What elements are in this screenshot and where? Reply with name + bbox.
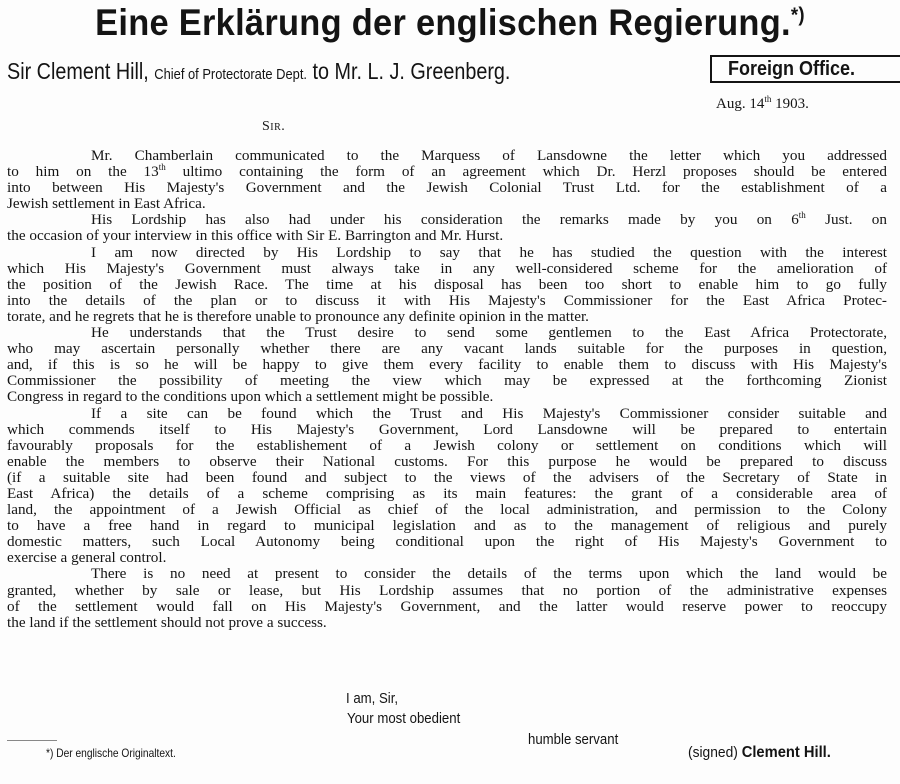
text-line (7, 148, 887, 164)
date-day: Aug. 14 (716, 96, 765, 112)
text-line (7, 164, 887, 180)
text-line (7, 550, 887, 566)
document-title (32, 2, 869, 44)
text-line (7, 196, 887, 212)
text-line (7, 502, 887, 518)
text-segment: the land if the settlement should not prove a success. (7, 613, 327, 631)
text-line (7, 583, 887, 599)
text-segment: He understands that the Trust desire to send some gentlemen to the East Africa Protectorate, (91, 324, 887, 342)
closing-line-2: Your most obedient (347, 710, 461, 727)
signature-name: Clement Hill. (741, 744, 831, 761)
text-segment: There is no need at present to consider the details of the terms upon which the land would be (91, 565, 887, 583)
sender-role: Chief of Protectorate Dept. (154, 66, 308, 83)
office-name: Foreign Office. (728, 58, 856, 80)
date-ordinal: th (764, 94, 772, 104)
text-line (7, 615, 887, 631)
text-segment: favourably proposals for the establishement of a Jewish colony or settlement on conditions which will (7, 436, 887, 454)
text-line (7, 212, 887, 228)
text-segment: If a site can be found which the Trust and His Majesty's Commissioner consider suitable and (91, 404, 887, 422)
text-line (7, 277, 887, 293)
text-segment: granted, whether by sale or lease, but His Lordship assumes that no portion of the administrative expenses (7, 581, 887, 599)
closing-line-3: humble servant (528, 731, 619, 748)
ordinal-superscript: th (798, 210, 806, 221)
text-line (7, 518, 887, 534)
text-line (7, 406, 887, 422)
text-line (7, 261, 887, 277)
text-line (7, 228, 887, 244)
text-segment: enable the members to observe their National customs. For this purpose he would be prepared to discuss (7, 452, 887, 470)
text-line (7, 422, 887, 438)
text-segment: to him on the 13 (7, 163, 159, 181)
text-segment: domestic matters, such Local Autonomy being conditional upon the right of His Majesty's Government to (7, 533, 887, 551)
text-segment: into the details of the plan or to discuss it with His Majesty's Commissioner for the East Africa Protec- (7, 291, 887, 309)
title-footnote-mark: *) (790, 4, 805, 27)
text-line (7, 486, 887, 502)
text-line (7, 373, 887, 389)
ordinal-superscript: th (158, 162, 166, 173)
signed-prefix: (signed) (688, 744, 738, 761)
text-segment: Jewish settlement in East Africa. (7, 195, 206, 213)
text-segment: Mr. Chamberlain communicated to the Marquess of Lansdowne the letter which you addressed (91, 147, 887, 164)
text-segment: Congress in regard to the conditions upon which a settlement might be possible. (7, 388, 494, 406)
text-segment: into between His Majesty's Government and the Jewish Colonial Trust Ltd. for the establishment of a (7, 179, 887, 197)
closing-line-1: I am, Sir, (346, 690, 399, 707)
text-segment: which commends itself to His Majesty's Government, Lord Lansdowne will be prepared to entertain (7, 420, 887, 438)
letter-header (7, 58, 510, 85)
text-segment: land, the appointment of a Jewish Official as chief of the local administration, and permission to the Colony (7, 501, 887, 519)
recipient: to Mr. L. J. Greenberg. (312, 58, 511, 84)
text-line (7, 438, 887, 454)
text-line (7, 566, 887, 582)
text-segment: ultimo containing the form of an agreement which Dr. Herzl proposes should be entered (165, 163, 887, 181)
office-box (710, 55, 900, 83)
text-line (7, 470, 887, 486)
text-line (7, 534, 887, 550)
text-segment: (if a suitable site had been found and subject to the views of the advisers of the Secretary of State in (7, 468, 887, 486)
text-segment: the occasion of your interview in this office with Sir E. Barrington and Mr. Hurst. (7, 227, 504, 245)
title-text: Eine Erklärung der englischen Regierung. (95, 2, 791, 43)
date-year: 1903. (771, 96, 809, 112)
sender-name: Sir Clement Hill, (7, 58, 149, 84)
text-segment: East Africa) the details of a scheme comprising as its main features: the grant of a considerable area of (7, 484, 887, 502)
text-segment: to have a free hand in regard to municipal legislation and as to the management of religious and purely (7, 517, 887, 535)
text-segment: which His Majesty's Government must always take in any well-considered scheme for the amelioration of (7, 259, 887, 277)
letter-body (7, 148, 887, 631)
text-segment: the position of the Jewish Race. The time at his disposal has been too short to enable him to go fully (7, 275, 887, 293)
text-segment: torate, and he regrets that he is therefore unable to pronounce any definite opinion in the matter. (7, 307, 589, 325)
text-line (7, 245, 887, 261)
footnote-rule (7, 740, 57, 741)
letter-date (716, 94, 809, 113)
salutation: Sir. (262, 119, 286, 134)
text-line (7, 389, 887, 405)
signature (688, 744, 831, 762)
text-line (7, 454, 887, 470)
text-segment: exercise a general control. (7, 549, 167, 567)
text-line (7, 599, 887, 615)
text-line (7, 357, 887, 373)
text-segment: I am now directed by His Lordship to say that he has studied the question with the interest (91, 243, 887, 261)
text-segment: who may ascertain personally whether there are any vacant lands suitable for the purposes in question, (7, 340, 887, 358)
text-line (7, 341, 887, 357)
text-line (7, 293, 887, 309)
footnote: *) Der englische Originaltext. (46, 746, 176, 760)
text-segment: of the settlement would fall on His Majesty's Government, and the latter would reserve power to reoccupy (7, 597, 887, 615)
text-segment: and, if this is so he will be happy to give them every facility to enable them to discuss with His Majesty's (7, 356, 887, 374)
text-line (7, 325, 887, 341)
text-segment: His Lordship has also had under his consideration the remarks made by you on 6 (91, 211, 799, 229)
text-line (7, 180, 887, 196)
text-segment: Just. on (805, 211, 887, 229)
text-line (7, 309, 887, 325)
text-segment: Commissioner the possibility of meeting the view which may be expressed at the forthcoming Zionist (7, 372, 887, 390)
